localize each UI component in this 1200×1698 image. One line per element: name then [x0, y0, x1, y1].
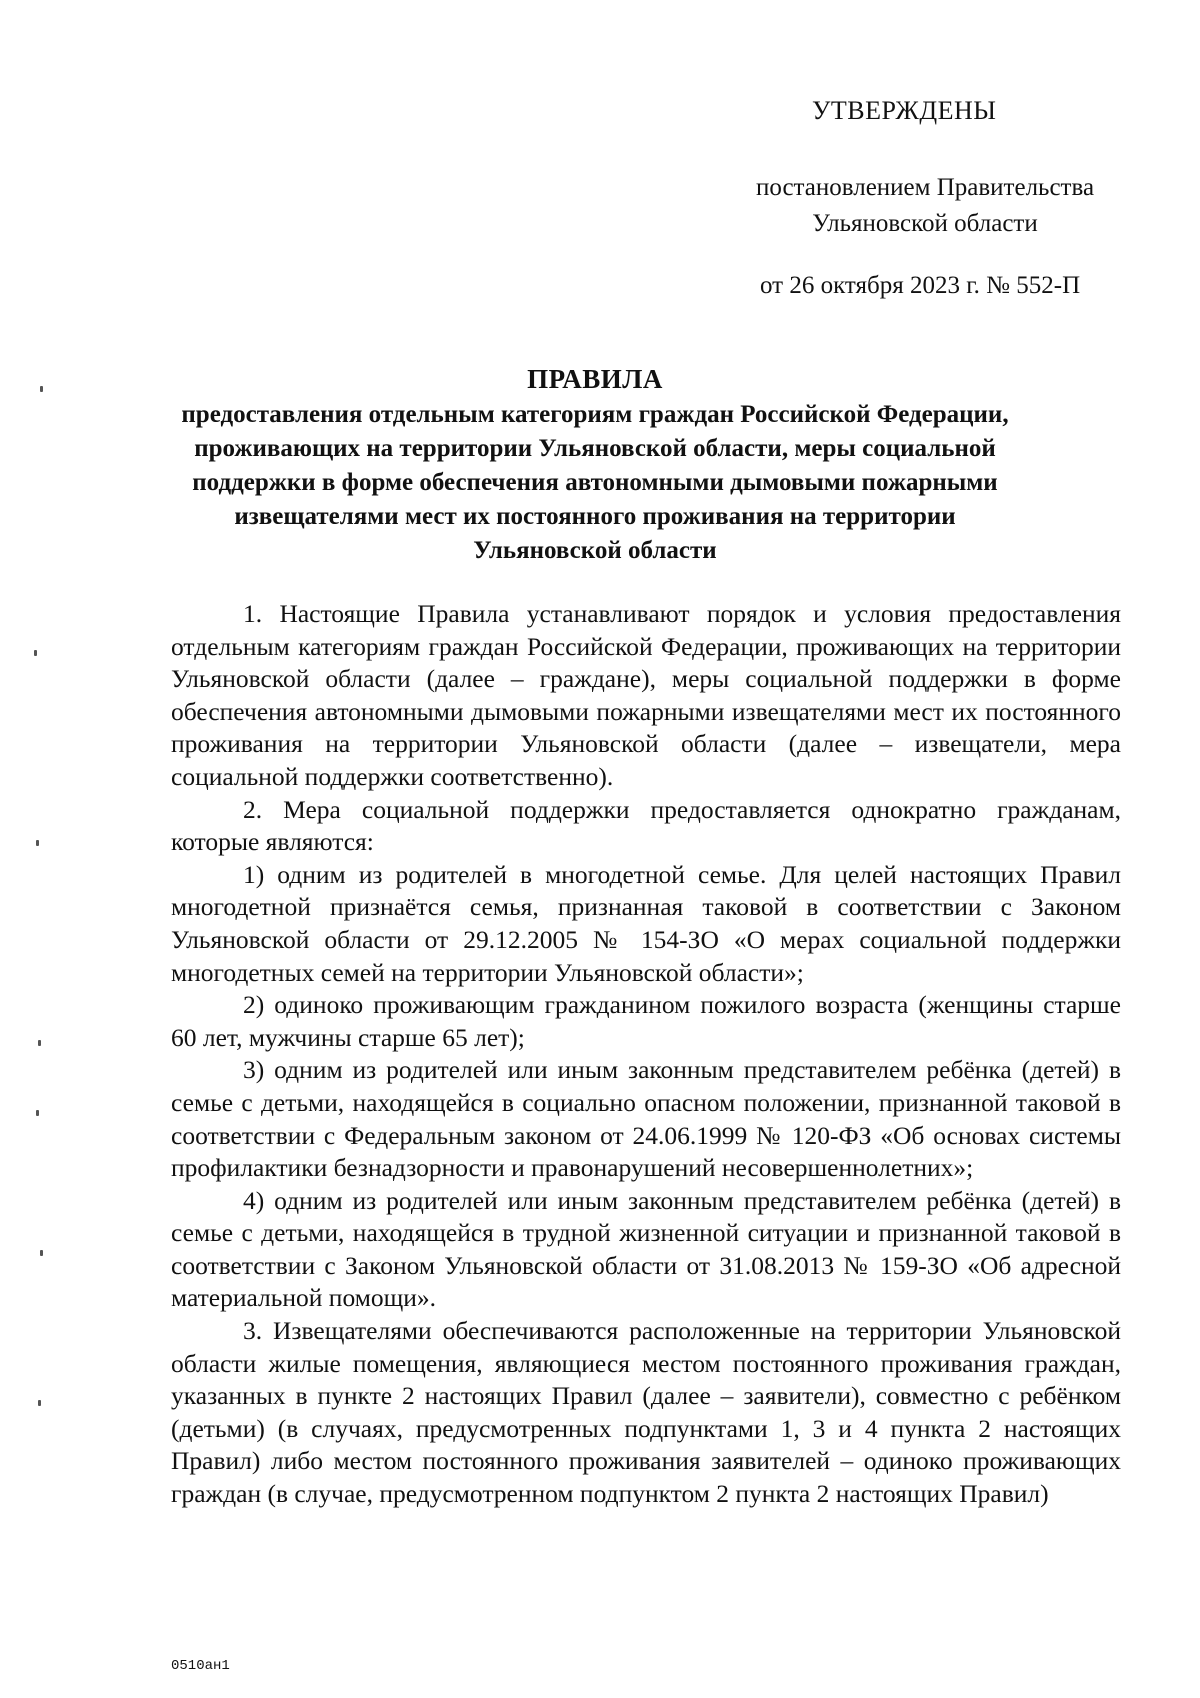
scan-speck [38, 1400, 41, 1406]
title-main: ПРАВИЛА [527, 364, 663, 394]
scan-speck [38, 1040, 41, 1046]
approval-date: от 26 октября 2023 г. № 552-П [760, 272, 1081, 299]
paragraph: 3. Извещателями обеспечиваются расположенные на территории Ульяновской области жилые помещения, являющиеся местом постоянного проживания граждан, указанных в пункте 2 настоящих Правил (далее – заявители), совместно с ребёнком (детьми) (в случаях, предусмотренных подпунктами 1, 3 и 4 пункта 2 настоящих Правил) либо местом постоянного проживания заявителей – одиноко проживающих граждан (в случае, предусмотренном подпунктом 2 пункта 2 настоящих Правил) [171, 1316, 1121, 1509]
paragraph: 4) одним из родителей или иным законным представителем ребёнка (детей) в семье с детьми, находящейся в трудной жизненной ситуации и признанной таковой в соответствии с Законом Ульяновской области от 31.08.2013 № 159-ЗО «Об адресной материальной помощи». [171, 1185, 1121, 1313]
approval-authority [735, 170, 1115, 242]
document-title [165, 362, 1025, 568]
title-subtitle: предоставления отдельным категориям граждан Российской Федерации, проживающих на территории Ульяновской области, меры социальной поддержки в форме обеспечения автономными дымовыми пожарными извещателями мест их постоянного проживания на территории Ульяновской области [181, 401, 1009, 564]
scan-speck [36, 1110, 39, 1116]
scan-speck [34, 650, 37, 656]
paragraph: 1. Настоящие Правила устанавливают порядок и условия предоставления отдельным категориям граждан Российской Федерации, проживающих на территории Ульяновской области (далее – граждане), меры социальной поддержки в форме обеспечения автономными дымовыми пожарными извещателями мест их постоянного проживания на территории Ульяновской области (далее – извещатели, мера социальной поддержки соответственно). [171, 599, 1121, 791]
scan-speck [40, 386, 43, 392]
document-code: 0510ан1 [171, 1658, 230, 1674]
paragraph: 1) одним из родителей в многодетной семье. Для целей настоящих Правил многодетной признаётся семья, признанная таковой в соответствии с Законом Ульяновской области от 29.12.2005 № 154-ЗО «О мерах социальной поддержки многодетных семей на территории Ульяновской области»; [171, 859, 1121, 987]
approval-line-2: Ульяновской области [812, 210, 1038, 237]
paragraph: 2. Мера социальной поддержки предоставляется однократно гражданам, которые являются: [171, 794, 1121, 857]
scan-speck [40, 1250, 43, 1256]
approval-heading: УТВЕРЖДЕНЫ [812, 96, 997, 125]
paragraph: 3) одним из родителей или иным законным представителем ребёнка (детей) в семье с детьми, находящейся в социально опасном положении, признанной таковой в соответствии с Федеральным законом от 24.06.1999 № 120-ФЗ «Об основах системы профилактики безнадзорности и правонарушений несовершеннолетних»; [171, 1055, 1121, 1183]
approval-line-1: постановлением Правительства [755, 174, 1095, 201]
document-body [171, 598, 1121, 1511]
paragraph: 2) одиноко проживающим гражданином пожилого возраста (женщины старше 60 лет, мужчины старше 65 лет); [171, 990, 1121, 1052]
scan-speck [36, 840, 39, 846]
